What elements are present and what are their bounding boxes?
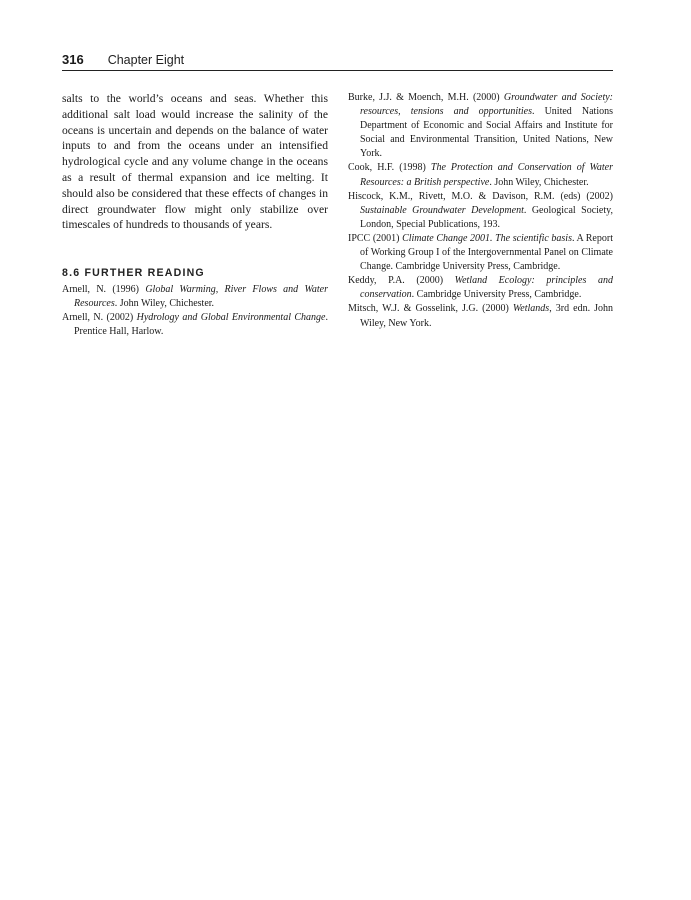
reference-title: Wetland Ecology: principles and conservation	[360, 275, 613, 301]
reference-details: . United Nations Department of Economic and Social Affairs and Institute for Social and Environmental Transition, United Nations, New York.	[360, 106, 613, 160]
reference-title: Wetlands	[512, 303, 550, 315]
body-paragraph: salts to the world’s oceans and seas. Whether this additional salt load would increase the salinity of the oceans is uncertain and depends on the balance of water inputs to and from the oceans under an intensified hydrological cycle and any volume change in the oceans as a result of thermal expansion and ice melting. It should also be considered that these effects of changes in direct groundwater flow might only stabilize over timescales of hundreds to thousands of years.	[62, 92, 328, 232]
reference-title: The Protection and Conservation of Water Resources: a British perspective	[360, 162, 614, 188]
page-number: 316	[62, 52, 84, 67]
reference-details: . A Report of Working Group I of the Intergovernmental Panel on Climate Change. Cambridge University Press, Cambridge.	[360, 232, 613, 273]
reference-details: . Geological Society, London, Special Publications, 193.	[360, 204, 613, 230]
reference-details: . Cambridge University Press, Cambridge.	[411, 289, 582, 301]
reference-title: Hydrology and Global Environmental Change	[136, 312, 326, 324]
reference-authors: Arnell, N. (2002)	[62, 312, 134, 324]
reference-item	[348, 161, 613, 189]
reference-item	[348, 232, 613, 274]
right-column	[348, 91, 613, 331]
reference-authors: Arnell, N. (1996)	[62, 284, 140, 296]
running-header	[62, 52, 613, 71]
reference-authors: Mitsch, W.J. & Gosselink, J.G. (2000)	[348, 303, 509, 315]
reference-authors: Burke, J.J. & Moench, M.H. (2000)	[348, 92, 500, 103]
reference-details: . Prentice Hall, Harlow.	[74, 312, 328, 338]
reference-title: Climate Change 2001. The scientific basis	[402, 232, 572, 244]
reference-item	[62, 311, 328, 339]
reference-authors: IPCC (2001)	[348, 232, 400, 244]
reference-title: Global Warming, River Flows and Water Resources	[74, 284, 328, 310]
reference-item	[348, 302, 613, 330]
reference-authors: Keddy, P.A. (2000)	[348, 275, 444, 287]
reference-item	[348, 274, 613, 302]
reference-title: Groundwater and Society: resources, tensions and opportunities	[360, 92, 613, 118]
section-heading: 8.6 FURTHER READING	[62, 267, 205, 280]
reference-item	[348, 91, 613, 161]
reference-title: Sustainable Groundwater Development	[360, 204, 524, 216]
reference-details: , 3rd edn. John Wiley, New York.	[360, 303, 614, 329]
reference-authors: Hiscock, K.M., Rivett, M.O. & Davison, R.M. (eds) (2002)	[348, 190, 613, 202]
reference-item	[62, 283, 328, 311]
chapter-title: Chapter Eight	[107, 53, 185, 67]
reference-item	[348, 190, 613, 232]
reference-details: . John Wiley, Chichester.	[114, 298, 215, 310]
reference-authors: Cook, H.F. (1998)	[348, 162, 426, 174]
left-column	[62, 91, 328, 340]
reference-details: . John Wiley, Chichester.	[489, 176, 589, 188]
